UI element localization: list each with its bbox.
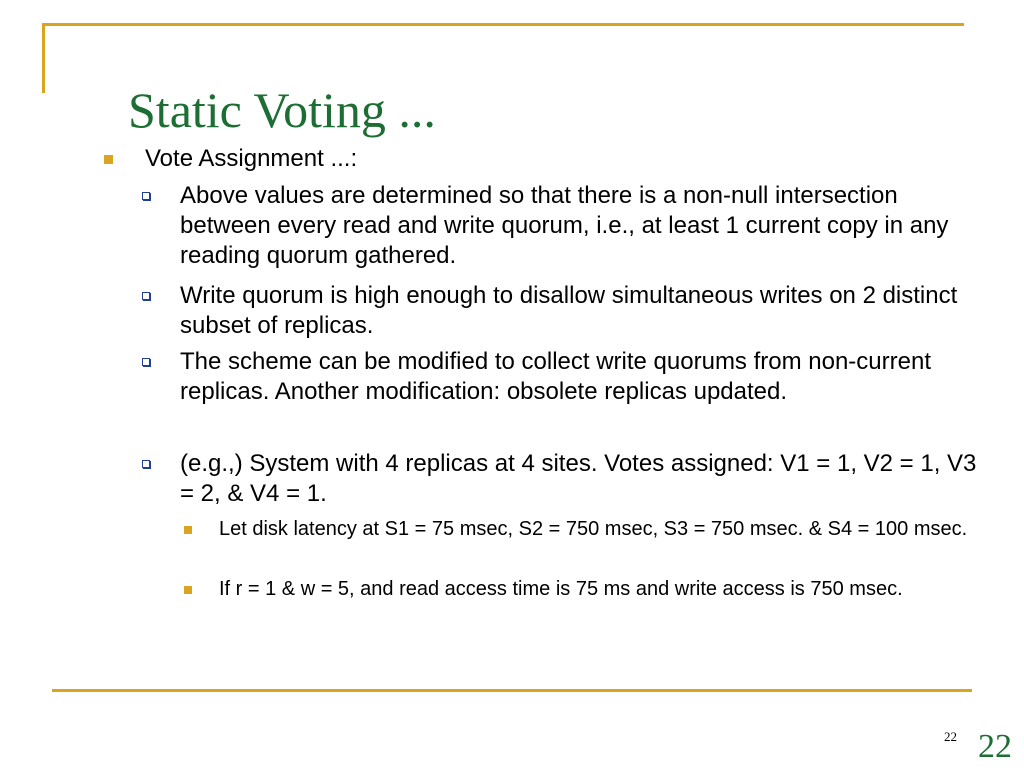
bullet-text: Let disk latency at S1 = 75 msec, S2 = 750 msec, S3 = 750 msec. & S4 = 100 msec. bbox=[219, 518, 968, 540]
slide-title: Static Voting ... bbox=[128, 82, 436, 138]
square-bullet-icon bbox=[184, 586, 192, 594]
frame-bottom-rule bbox=[52, 689, 972, 692]
box-bullet-icon bbox=[142, 192, 150, 200]
bullet-text: Above values are determined so that there is a non-null intersection between every read and write quorum, i.e., at least 1 current copy in any reading quorum gathered. bbox=[180, 182, 949, 269]
bullet-text: The scheme can be modified to collect write quorums from non-current replicas. Another modification: obsolete replicas updated. bbox=[180, 348, 931, 405]
slide-number-large: 22 bbox=[978, 728, 1012, 765]
bullet-text: Write quorum is high enough to disallow simultaneous writes on 2 distinct subset of replicas. bbox=[180, 282, 958, 339]
slide-number-small: 22 bbox=[944, 729, 957, 744]
box-bullet-icon bbox=[142, 358, 150, 366]
frame-left-rule bbox=[42, 23, 45, 93]
box-bullet-icon bbox=[142, 292, 150, 300]
bullet-text: Vote Assignment ...: bbox=[145, 145, 358, 172]
square-bullet-icon bbox=[184, 526, 192, 534]
bullet-text: (e.g.,) System with 4 replicas at 4 sites. Votes assigned: V1 = 1, V2 = 1, V3 = 2, & V4 = 1. bbox=[180, 450, 977, 507]
square-bullet-icon bbox=[104, 155, 113, 164]
bullet-text: If r = 1 & w = 5, and read access time is 75 ms and write access is 750 msec. bbox=[219, 578, 903, 600]
frame-top-rule bbox=[42, 23, 964, 26]
box-bullet-icon bbox=[142, 460, 150, 468]
